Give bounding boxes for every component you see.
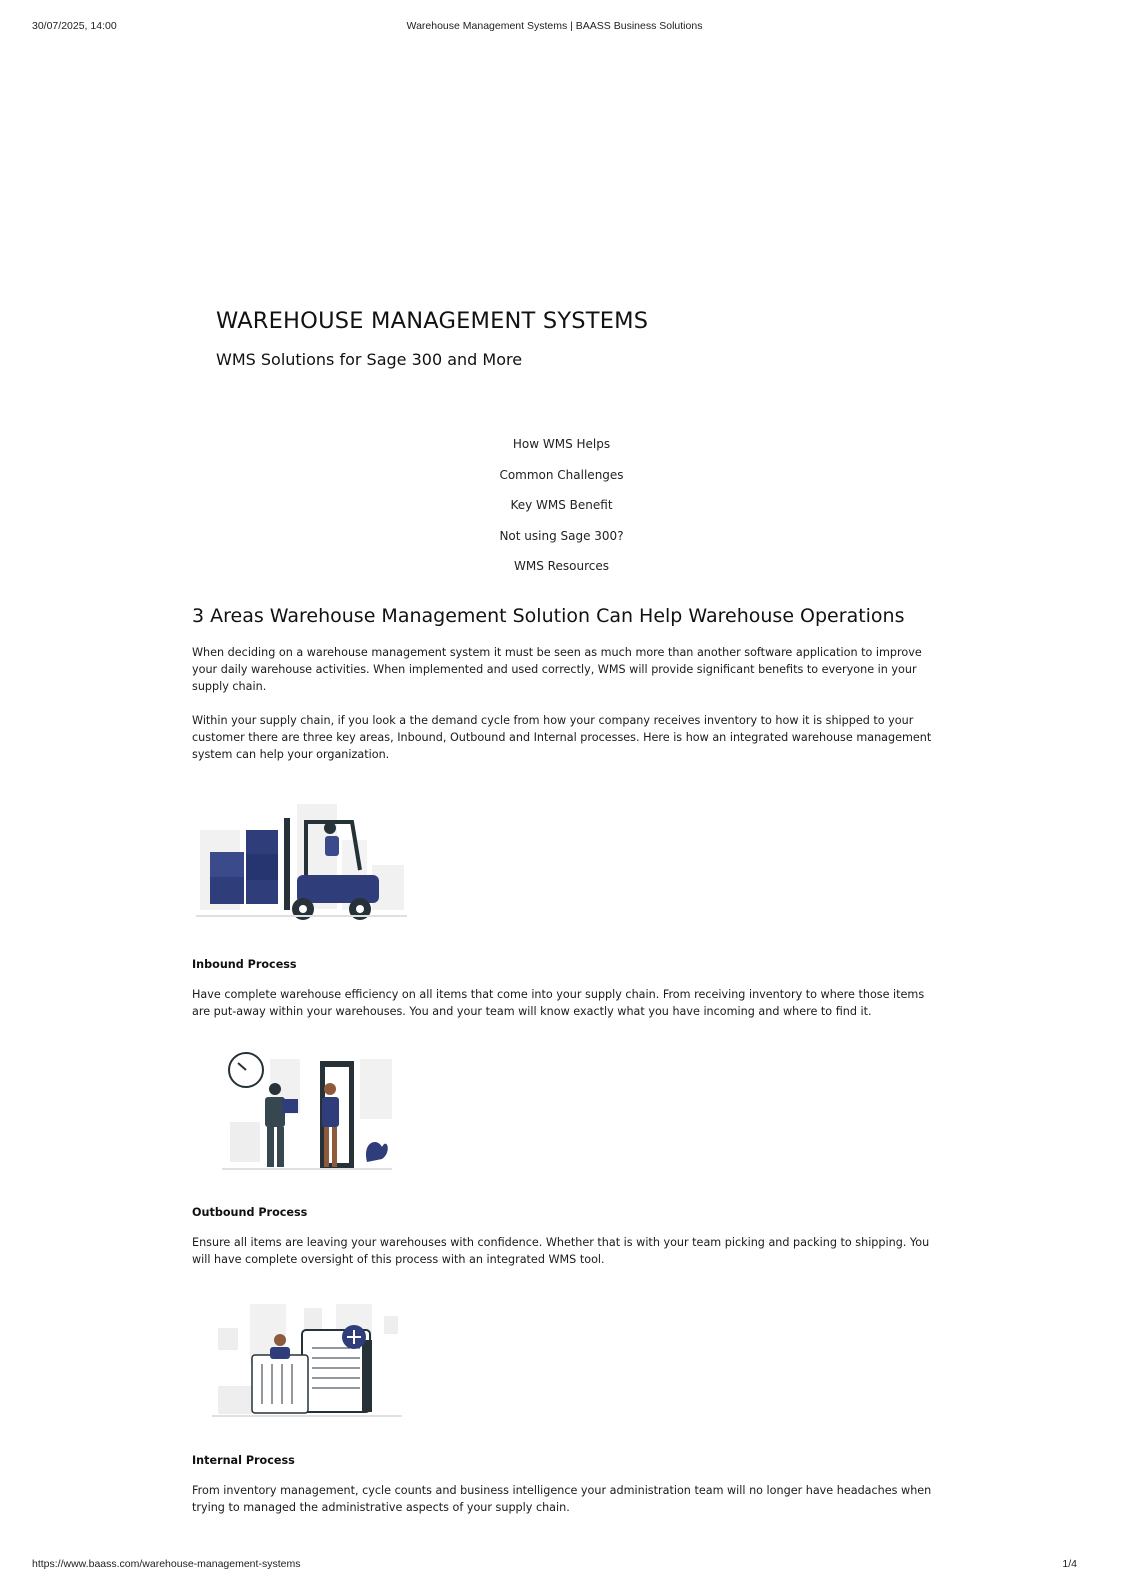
- forklift-illustration: [192, 800, 412, 925]
- toc-link-key-wms-benefit[interactable]: Key WMS Benefit: [510, 498, 613, 512]
- page-subtitle: WMS Solutions for Sage 300 and More: [216, 350, 523, 369]
- delivery-illustration: [192, 1047, 412, 1172]
- intro-paragraph-1: When deciding on a warehouse management system it must be seen as much more than another software application to improve your daily warehouse activities. When implemented and used correctly, WMS will provide significant benefits to everyone in your supply chain.: [192, 646, 922, 693]
- section-heading: 3 Areas Warehouse Management Solution Can Help Warehouse Operations: [192, 605, 905, 627]
- print-url: https://www.baass.com/warehouse-management-systems: [32, 1558, 301, 1570]
- toc-link-common-challenges[interactable]: Common Challenges: [499, 467, 624, 482]
- documents-illustration: [192, 1300, 412, 1420]
- internal-process-text: From inventory management, cycle counts and business intelligence your administration team will no longer have headaches when trying to managed the administrative aspects of your supply chain.: [192, 1484, 932, 1514]
- toc-link-not-using-sage-300[interactable]: Not using Sage 300?: [499, 528, 624, 543]
- table-of-contents: [0, 439, 1123, 592]
- print-datetime: 30/07/2025, 14:00: [32, 20, 117, 32]
- page-title: WAREHOUSE MANAGEMENT SYSTEMS: [216, 308, 649, 334]
- intro-paragraph-2: Within your supply chain, if you look a the demand cycle from how your company receives inventory to how it is shipped to your customer there are three key areas, Inbound, Outbound and Internal processes. Here is how an integrated warehouse management system can help your organization.: [192, 714, 932, 761]
- outbound-process-title: Outbound Process: [192, 1206, 308, 1219]
- main-content: [192, 604, 937, 1514]
- hero: [216, 308, 648, 369]
- print-page-number: 1/4: [1062, 1558, 1077, 1570]
- outbound-process-text: Ensure all items are leaving your warehouses with confidence. Whether that is with your team picking and packing to shipping. You will have complete oversight of this process with an integrated WMS tool.: [192, 1236, 930, 1266]
- print-page-title: Warehouse Management Systems | BAASS Business Solutions: [406, 20, 703, 32]
- internal-process-title: Internal Process: [192, 1454, 295, 1467]
- toc-link-how-wms-helps[interactable]: How WMS Helps: [512, 437, 611, 451]
- inbound-process-text: Have complete warehouse efficiency on all items that come into your supply chain. From receiving inventory to where those items are put-away within your warehouses. You and your team will know exactly what you have incoming and where to find it.: [192, 988, 925, 1018]
- inbound-process-title: Inbound Process: [192, 958, 297, 971]
- toc-link-wms-resources[interactable]: WMS Resources: [514, 559, 609, 573]
